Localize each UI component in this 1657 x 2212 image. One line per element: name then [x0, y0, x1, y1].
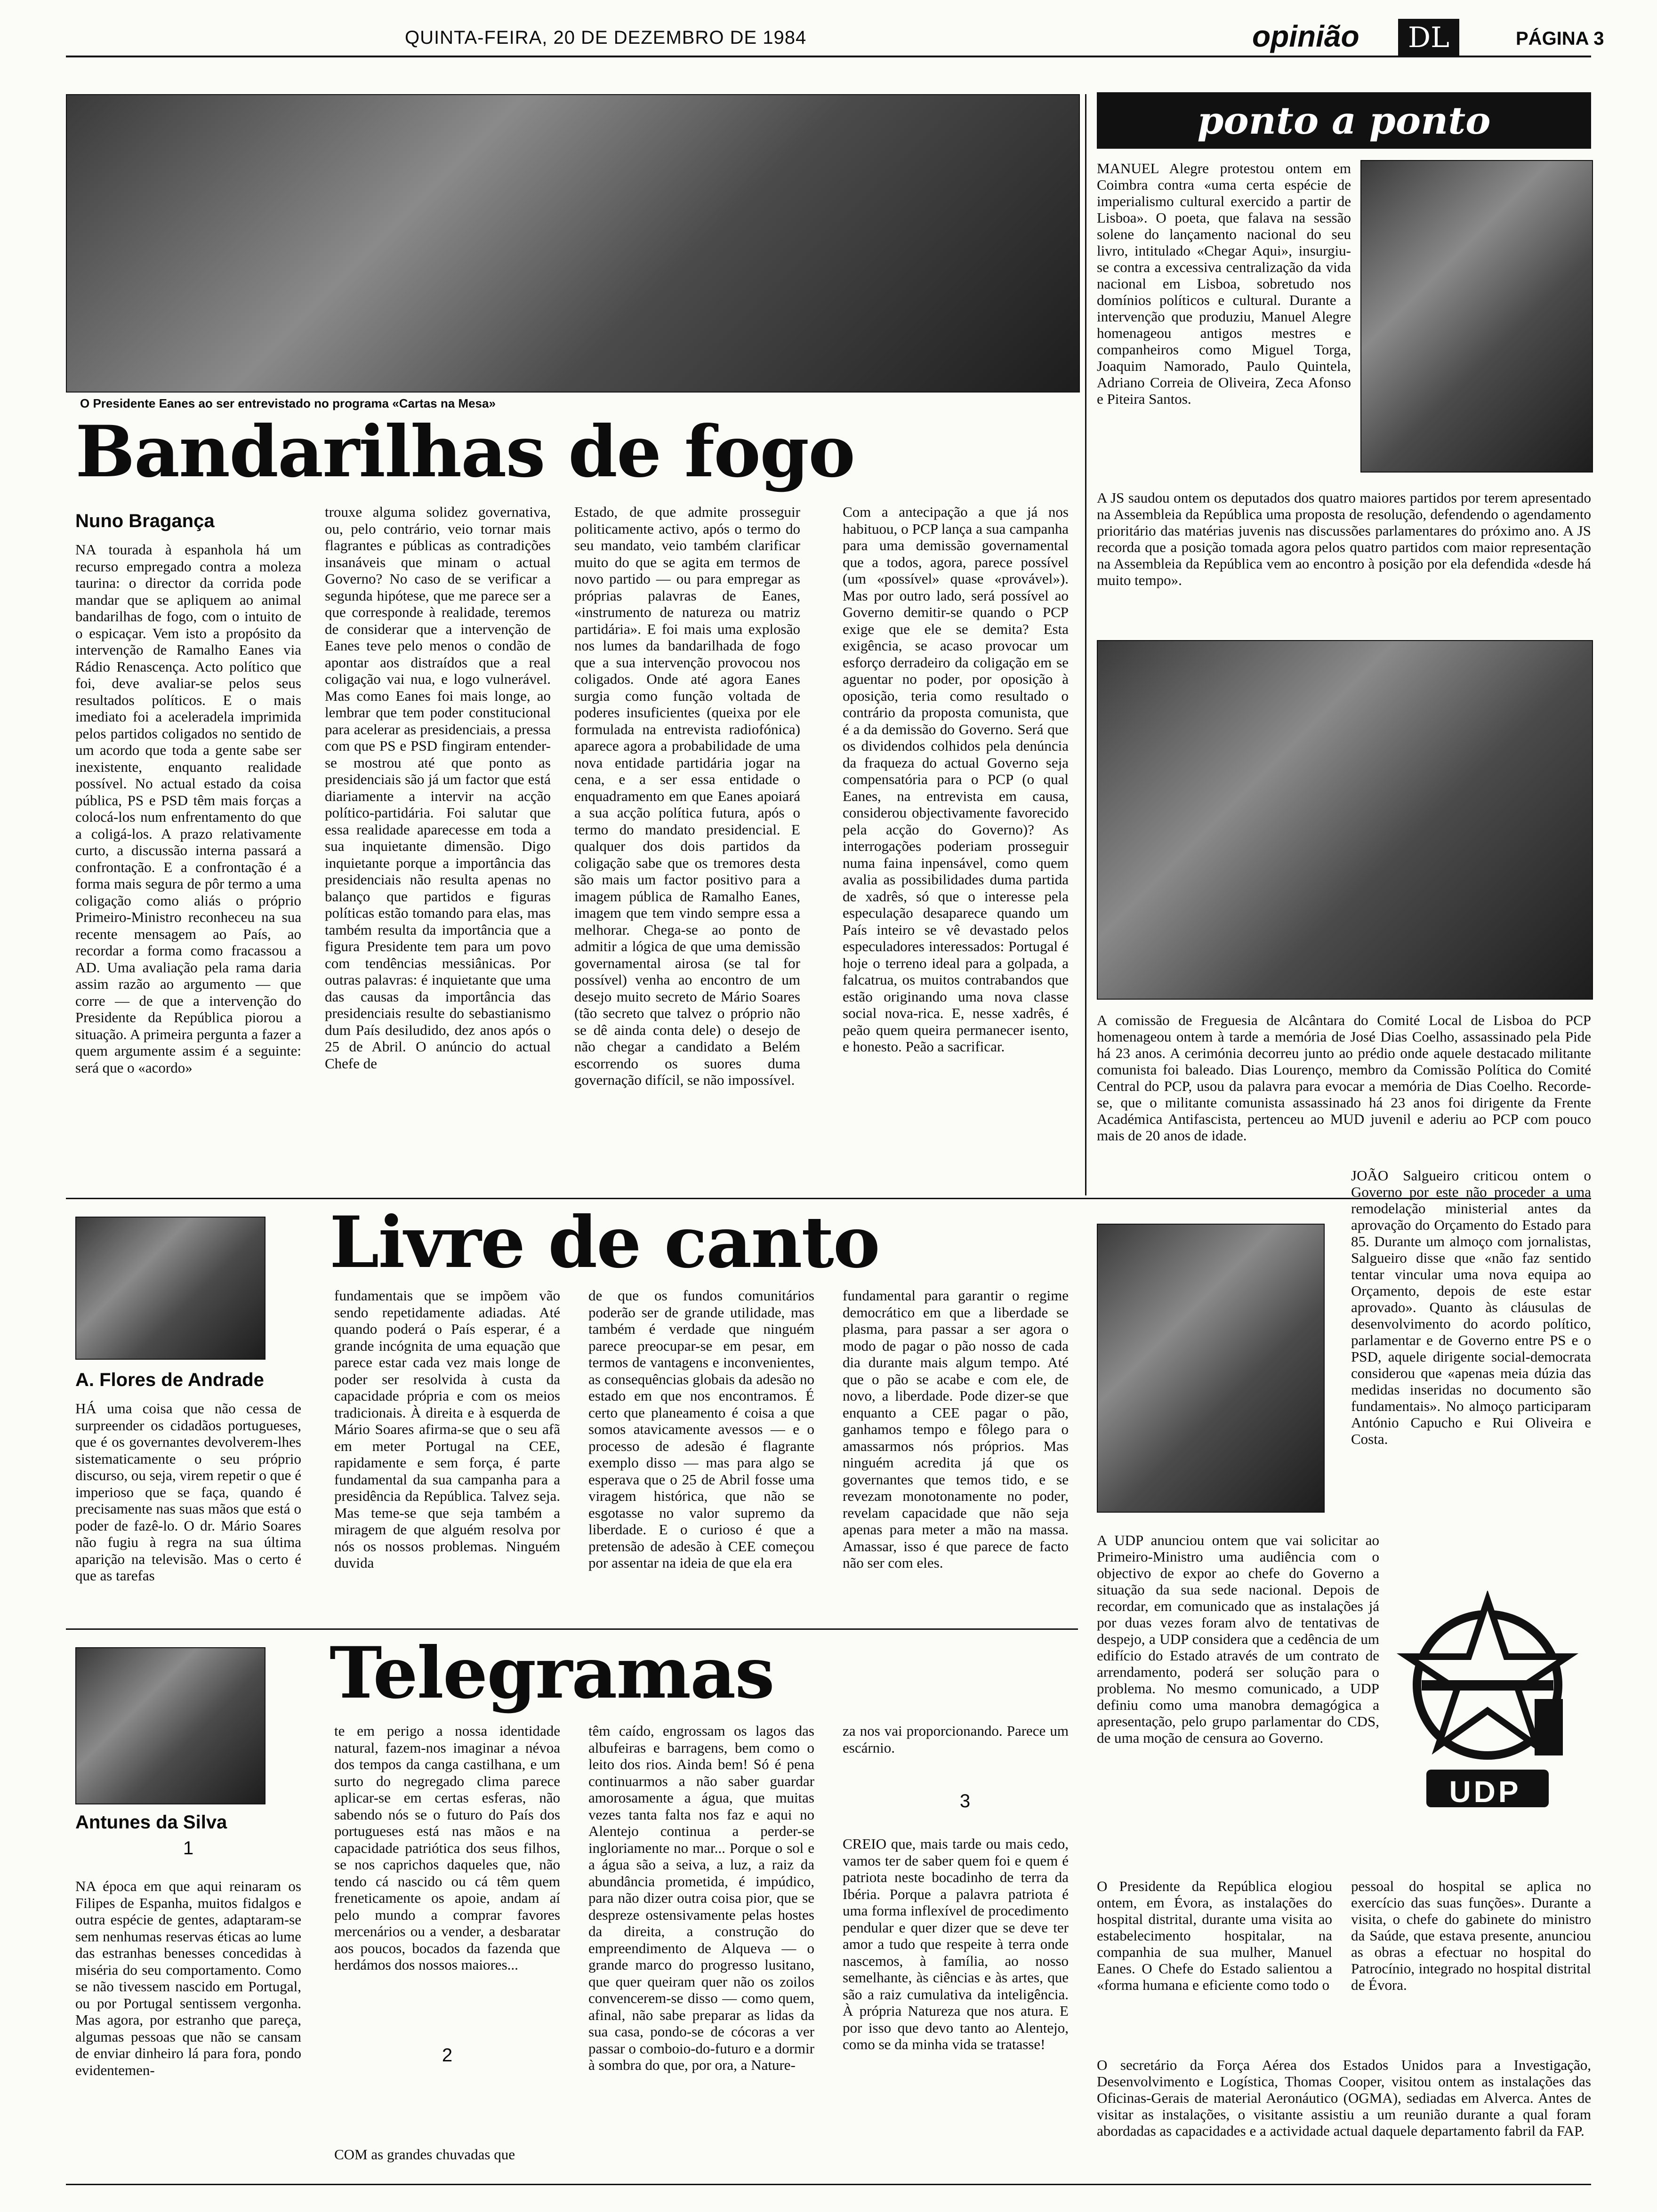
article2-col3: de que os fundos comunitários poderão ser de grande utilidade, mas também é verdade que ninguém parece preocupar-se em pesar, em termos de vantagens e inconvenientes, as consequências globais da adesão no estado em que nos encontramos. É certo que planeamento é coisa a que somos atavicamente avessos — e o processo de adesão é flagrante exemplo disso — mas para algo se esperava que o 25 de Abril fosse uma viragem histórica, que não se esgotasse no valor supremo da liberdade. E o curioso é que a pretensão de adesão à CEE começou por assentar na ideia de que ela era [588, 1287, 814, 1571]
section-number-2: 2 [442, 2045, 453, 2066]
udp-label: UDP [1449, 1775, 1521, 1809]
photo-antunes-da-silva [75, 1647, 265, 1804]
article1-col2: trouxe alguma solidez governativa, ou, pelo contrário, veio tornar mais flagrantes e públicas as contradições insanáveis que minam o actual Governo? No caso de se verificar a segunda hipótese, que me parece ser a que corresponde à realidade, teremos de considerar que a intervenção de Eanes teve pelo menos o condão de apontar aos distraídos que a real coligação vai nua, e logo vulnerável. Mas como Eanes foi mais longe, ao lembrar que tem poder constitucional para acelerar as presidenciais, a pressa com que PS e PSD fingiram entender-se mostrou até que ponto as presidenciais são já um factor que está diariamente a intervir na acção político-partidária. Foi salutar que essa realidade aparecesse em toda a sua inquietante dimensão. Digo inquietante porque a importância das presidenciais não resulta apenas no balanço que partidos e figuras políticas estão tomando para elas, mas também resulta da importância que a figura Presidente tem para um povo com tendências messiânicas. Por outras palavras: é inquietante que uma das causas da importância das presidenciais resulte do sebastianismo dum País desiludido, dez anos após o 25 de Abril. O anúncio do actual Chefe de [325, 504, 551, 1072]
article3-col2b: COM as grandes chuvadas que [334, 2146, 515, 2163]
photo-joao-salgueiro [1097, 1224, 1325, 1513]
section-name: opinião [1252, 19, 1359, 53]
header-rule [66, 56, 1591, 57]
article1-col4: Com a antecipação a que já nos habituou, o PCP lança a sua campanha para uma demissão governamental que a todos, agora, parece possível (um «possível» quase «provável»). Mas por outro lado, será possível ao Governo demitir-se quando o PCP exige que ele se demita? Esta exigência, se acaso provocar um esforço derradeiro da coligação em se aguentar no poder, por oposição à oposição, teria como resultado o contrário da proposta comunista, que é a da demissão do Governo. Será que os dividendos colhidos pela denúncia da fraqueza do actual Governo seja compensatória para o PCP (o qual Eanes, na entrevista em causa, considerou objectivamente favorecido pela acção do Governo)? As interrogações poderiam prosseguir numa faina inpensável, como quem avalia as possibilidades duma partida de xadrês, só que o interesse pela especulação desaparece quando um País inteiro se vê devastado pelos especuladores interessados: Portugal é hoje o terreno ideal para a golpada, a falcatrua, os muitos contrabandos que estão originando uma nova classe social nova-rica. E, nesse xadrês, é peão quem queira permanecer isento, e honesto. Peão a sacrificar. [843, 504, 1069, 1055]
author-nuno-braganca: Nuno Bragança [75, 511, 215, 531]
page-date: QUINTA-FEIRA, 20 DE DEZEMBRO DE 1984 [405, 27, 807, 48]
headline-telegramas: Telegramas [330, 1632, 774, 1715]
brief-joao-salgueiro: JOÃO Salgueiro criticou ontem o Governo por este não proceder a uma remodelação ministerial antes da aprovação do Orçamento do Estado para 85. Durante um almoço com jornalistas, Salgueiro disse que «não faz sentido tentar vincular uma nova equipa ao Orçamento, depois de este estar aprovado». Quanto às cláusulas de desenvolvimento do acordo político, parlamentar e de Governo entre PS e o PSD, aquele dirigente social-democrata considerou que «apenas meia dúzia das medidas inseridas no documento são fundamentais». No almoço participaram António Capucho e Rui Oliveira e Costa. [1351, 1167, 1591, 1447]
brief-eanes-evora-b: pessoal do hospital se aplica no exercício das suas funções». Durante a visita, o chefe do gabinete do ministro da Saúde, que estava presente, anunciou as obras a efectuar no hospital do Patrocínio, integrado no hospital distrital de Évora. [1351, 1878, 1591, 1993]
article2-col2: fundamentais que se impõem vão sendo repetidamente adiadas. Até quando poderá o País esperar, é a grande incógnita de uma equação que parece estar cada vez mais longe de poder ser resolvida à custa da capacidade própria e com os meios tradicionais. À direita e à esquerda de Mário Soares afirma-se que o seu afã em meter Portugal na CEE, rapidamente e sem força, é parte fundamental da sua campanha para a presidência da República. Talvez seja. Mas teme-se que seja também a miragem de que alguém resolva por nós os nossos problemas. Ninguém duvida [334, 1287, 560, 1571]
article3-col1: NA época em que aqui reinaram os Filipes de Espanha, muitos fidalgos e outra espécie de gentes, adaptaram-se sem nenhumas reservas éticas ao lume das estranhas benesses concedidas à miséria do seu comportamento. Como se não tivessem nascido em Portugal, ou por Portugal sentissem vergonha. Mas agora, por estranho que pareça, algumas pessoas que não se cansam de enviar dinheiro lá para fora, pondo evidentemen- [75, 1878, 301, 2078]
footer-rule [66, 2184, 1591, 2185]
article1-col1: NA tourada à espanhola há um recurso empregado contra a moleza taurina: o director da corrida pode mandar que se apliquem ao animal bandarilhas de fogo, com o intuito de o espicaçar. Vem isto a propósito da intervenção de Ramalho Eanes via Rádio Renascença. Acto político que foi, deve avaliar-se pelos seus resultados políticos. E o mais imediato foi a aceleradela imprimida pelos partidos coligados no sentido de um acordo que toda a gente sabe ser inexistente, enquanto realidade possível. No actual estado da coisa pública, PS e PSD têm mais forças a colocá-los num enfrentamento do que a coligá-los. A prazo relativamente curto, a discussão interna passará a confrontação. E a confrontação é a forma mais segura de pôr termo a uma coligação como aliás o próprio Primeiro-Ministro reconheceu na sua recente mensagem ao País, ao recordar a forma como fracassou a AD. Uma avaliação pela rama daria assim razão ao argumento — que corre — de que a intervenção do Presidente da República piorou a situação. A primeira pergunta a fazer a quem argumente assim é a seguinte: será que o «acordo» [75, 541, 301, 1076]
page-number: PÁGINA 3 [1516, 28, 1604, 49]
article2-col4: fundamental para garantir o regime democrático em que a liberdade se plasma, para passar a ser agora o modo de pagar o pão nosso de cada dia durante mais algum tempo. Até que o pão se acabe e com ele, de novo, a liberdade. Pode dizer-se que enquanto a CEE pagar o pão, ganhamos tempo e fôlego para o amassarmos nós próprios. Mas ninguém acredita já que os governantes que temos tido, e se revezam monotonamente no poder, revelam capacidade que não seja apenas para meter a mão na massa. Amassar, isso é que parece de facto não ser com eles. [843, 1287, 1069, 1571]
brief-manuel-alegre: MANUEL Alegre protestou ontem em Coimbra contra «uma certa espécie de imperialismo cultural exercido a partir de Lisboa». O poeta, que falava na sessão solene do lançamento nacional do seu livro, intitulado «Chegar Aqui», insurgiu-se contra a excessiva centralização da vida nacional em Lisboa, sobretudo nos domínios políticos e cultural. Durante a intervenção que produziu, Manuel Alegre homenageou antigos mestres e companheiros como Miguel Torga, Joaquim Namorado, Paulo Quintela, Adriano Correia de Oliveira, Zeca Afonso e Piteira Santos. [1097, 160, 1351, 407]
photo-manuel-alegre [1360, 160, 1593, 473]
author-flores-de-andrade: A. Flores de Andrade [75, 1370, 264, 1390]
photo-flores-de-andrade [75, 1217, 265, 1360]
brief-thomas-cooper: O secretário da Força Aérea dos Estados Unidos para a Investigação, Desenvolvimento e Logística, Thomas Cooper, visitou ontem as instalações das Oficinas-Gerais de material Aeronáutico (OGMA), sediadas em Alverca. Antes de visitar as instalações, o visitante assistiu a um reunião durante a qual foram abordadas as capacidades e a actividade actual daquele departamento fabril da FAP. [1097, 2057, 1591, 2139]
photo-caption: O Presidente Eanes ao ser entrevistado no programa «Cartas na Mesa» [80, 396, 496, 410]
photo-eanes-interview [66, 94, 1080, 393]
section-number-1: 1 [183, 1838, 194, 1859]
brief-js: A JS saudou ontem os deputados dos quatro maiores partidos por terem apresentado na Assembleia da República uma proposta de resolução, defendendo o agendamento prioritário das matérias juvenis nas discussões parlamentares do próximo ano. A JS recorda que a posição tomada agora pelos quatro partidos com maior representação na Assembleia da República vem ao encontro à posição por ela defendida «desde há muito tempo». [1097, 489, 1591, 588]
column-divider [1085, 94, 1086, 1195]
article3-col3: têm caído, engrossam os lagos das albufeiras e barragens, bem como o leito dos rios. Ainda bem! Só é pena continuarmos a não saber guardar amorosamente a água, que muitas vezes tanta falta nos faz e aqui no Alentejo continua a perder-se ingloriamente no mar... Porque o sol e a água são a seiva, a luz, a raiz da abundância prometida, é impúdico, para não dizer outra coisa pior, que se despreze ostensivamente pelas hostes da direita, a construção do empreendimento de Alqueva — o grande marco do progresso lusitano, que quer queiram quer não os zoilos convencerem-se disso — como quem, afinal, não sabe preparar as lidas da sua casa, pondo-se de cócoras a ver passar o comboio-do-futuro e a dormir à sombra do que, por ora, a Nature- [588, 1723, 814, 2073]
section-number-3: 3 [959, 1791, 971, 1811]
brief-udp: A UDP anunciou ontem que vai solicitar ao Primeiro-Ministro uma audiência com o objectivo de expor ao chefe do Governo a situação da sua sede nacional. Depois de recordar, em comunicado que as instalações já por duas vezes foram alvo de tentativas de despejo, a UDP considera que a cedência de um edifício do Estado através de um contrato de arrendamento, poderá ser solução para o problema. No mesmo comunicado, a UDP definiu como uma manobra demagógica a apresentação, pelo grupo parlamentar do CDS, de uma moção de censura ao Governo. [1097, 1532, 1379, 1746]
article3-col2: te em perigo a nossa identidade natural, fazem-nos imaginar a névoa dos tempos da canga castilhana, e um surto do negregado clima parece aplicar-se em certas esferas, não sabendo nós se o futuro do País dos portugueses está nas mãos e na capacidade patriótica dos seus filhos, se nos caprichos daqueles que, não tendo cá nascido ou cá têm quem freneticamente os apoie, andam aí pelo mundo a comprar favores mercenários ou a vender, a desbaratar aos poucos, bocados da fazenda que herdámos dos nossos maiores... [334, 1723, 560, 1973]
article3-col4b: CREIO que, mais tarde ou mais cedo, vamos ter de saber quem foi e quem é patriota neste bocadinho de terra da Ibéria. Porque a palavra patriota é uma forma inflexível de procedimento pendular e quer dizer que se deve ter amor a tudo que respeite à terra onde nascemos, à família, ao nosso semelhante, às ciências e às artes, que são a raiz cumulativa da inteligência. À própria Natureza que nos atura. E por isso que devo tanto ao Alentejo, como se da minha vida se tratasse! [843, 1835, 1069, 2052]
headline-livre-de-canto: Livre de canto [330, 1201, 879, 1284]
section-rule-2 [66, 1628, 1078, 1630]
article2-col1: HÁ uma coisa que não cessa de surpreender os cidadãos portugueses, que é os governantes devolverem-lhes sistematicamente o seu próprio discurso, ou seja, virem repetir o que é imperioso que se faça, quando é precisamente nas suas mãos que está o poder de fazê-lo. O dr. Mário Soares não fugiu à regra na sua última aparição na televisão. Mas o certo é que as tarefas [75, 1400, 301, 1584]
photo-pcp-homage [1097, 640, 1593, 1000]
brief-eanes-evora-a: O Presidente da República elogiou ontem, em Évora, as instalações do hospital distrital, durante uma visita ao estabelecimento hospitalar, na companhia de sua mulher, Manuel Eanes. O Chefe do Estado salientou a «forma humana e eficiente como todo o [1097, 1878, 1332, 1993]
brief-pcp-alcantara: A comissão de Freguesia de Alcântara do Comité Local de Lisboa do PCP homenageou ontem à tarde a memória de José Dias Coelho, assassinado pela Pide há 23 anos. A cerimónia decorreu junto ao prédio onde aquele destacado militante comunista foi baleado. Dias Lourenço, membro da Comissão Política do Comité Central do PCP, usou da palavra para evocar a memória de Dias Coelho. Recorde-se, que o militante comunista assassinado há 23 anos foi dirigente da Frente Académica Antifascista, pertenceu ao MUD juvenil e aderiu ao PCP com pouco mais de 20 anos de idade. [1097, 1012, 1591, 1144]
article1-col3: Estado, de que admite prosseguir politicamente activo, após o termo do seu mandato, veio também clarificar muito do que se agita em termos de novo partido — ou para empregar as próprias palavras de Eanes, «instrumento de natureza ou matriz partidária». E foi mais uma explosão nos lumes da bandarilhada de fogo que a sua intervenção provocou nos coligados. Onde até agora Eanes surgia como função voltada de poderes insuficientes (queixa por ele formulada na entrevista radiofónica) aparece agora a probabilidade de uma nova entidade partidária jogar na cena, e a ser essa entidade o enquadramento em que Eanes apoiará a sua acção política futura, após o termo do mandato presidencial. E qualquer dos dois partidos da coligação sabe que os tremores desta são mais um factor positivo para a imagem pública de Ramalho Eanes, imagem que tem vindo sempre essa a melhorar. Chega-se ao ponto de admitir a lógica de que uma demissão governamental airosa (se tal for possível) venha ao encontro de um desejo muito secreto de Mário Soares (tão secreto que talvez o próprio não se dê ainda conta dele) o desejo de não chegar a candidato a Belém escorrendo os suores duma governação difícil, se não impossível. [574, 504, 800, 1088]
ponto-a-ponto-banner: ponto a ponto [1097, 92, 1591, 149]
headline-bandarilhas: Bandarilhas de fogo [75, 410, 855, 493]
article3-col4a: za nos vai proporcionando. Parece um escárnio. [843, 1723, 1069, 1756]
newspaper-logo-icon: DL [1398, 19, 1459, 56]
author-antunes-da-silva: Antunes da Silva [75, 1812, 227, 1833]
